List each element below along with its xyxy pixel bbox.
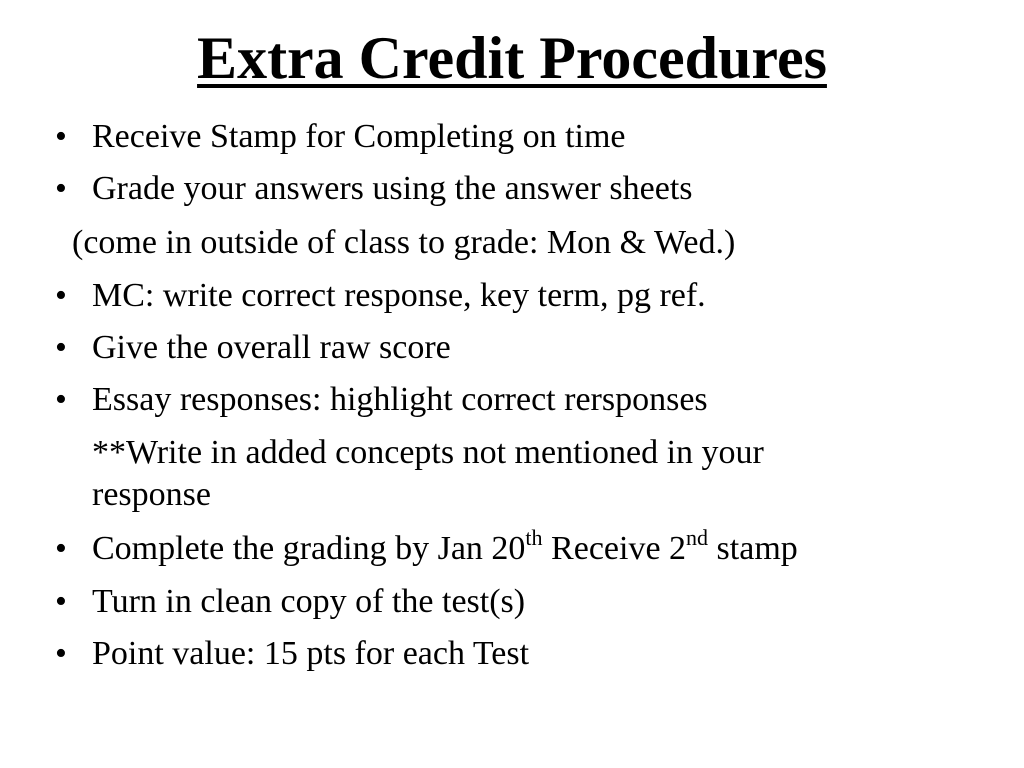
list-item-text: MC: write correct response, key term, pg ref. <box>92 277 706 314</box>
list-item-text: **Write in added concepts not mentioned in your <box>92 434 764 471</box>
slide-title <box>0 20 1024 96</box>
list-item-text: response <box>92 476 211 513</box>
bullet-marker: • <box>55 530 67 567</box>
bullet-marker: • <box>55 170 67 207</box>
list-item-text <box>92 524 798 570</box>
slide-title-text: Extra Credit Procedures <box>197 25 827 91</box>
superscript: th <box>525 524 543 550</box>
bullet-marker: • <box>55 583 67 620</box>
text-segment: Receive 2 <box>542 530 687 567</box>
text-segment: Complete the grading by Jan 20 <box>92 530 526 567</box>
bullet-marker: • <box>55 381 67 418</box>
bullet-marker: • <box>55 329 67 366</box>
list-item-text: Give the overall raw score <box>92 329 451 366</box>
list-item-text: Essay responses: highlight correct rersponses <box>92 381 708 418</box>
bullet-marker: • <box>55 118 67 155</box>
list-item-text: Receive Stamp for Completing on time <box>92 118 626 155</box>
list-item-text: Grade your answers using the answer sheets <box>92 170 693 207</box>
superscript: nd <box>686 524 709 550</box>
list-item-text: (come in outside of class to grade: Mon & Wed.) <box>72 224 736 261</box>
list-item-text: Turn in clean copy of the test(s) <box>92 583 526 620</box>
list-item-text: Point value: 15 pts for each Test <box>92 635 530 672</box>
bullet-marker: • <box>55 635 67 672</box>
bullet-marker: • <box>55 277 67 314</box>
text-segment: stamp <box>708 530 798 567</box>
